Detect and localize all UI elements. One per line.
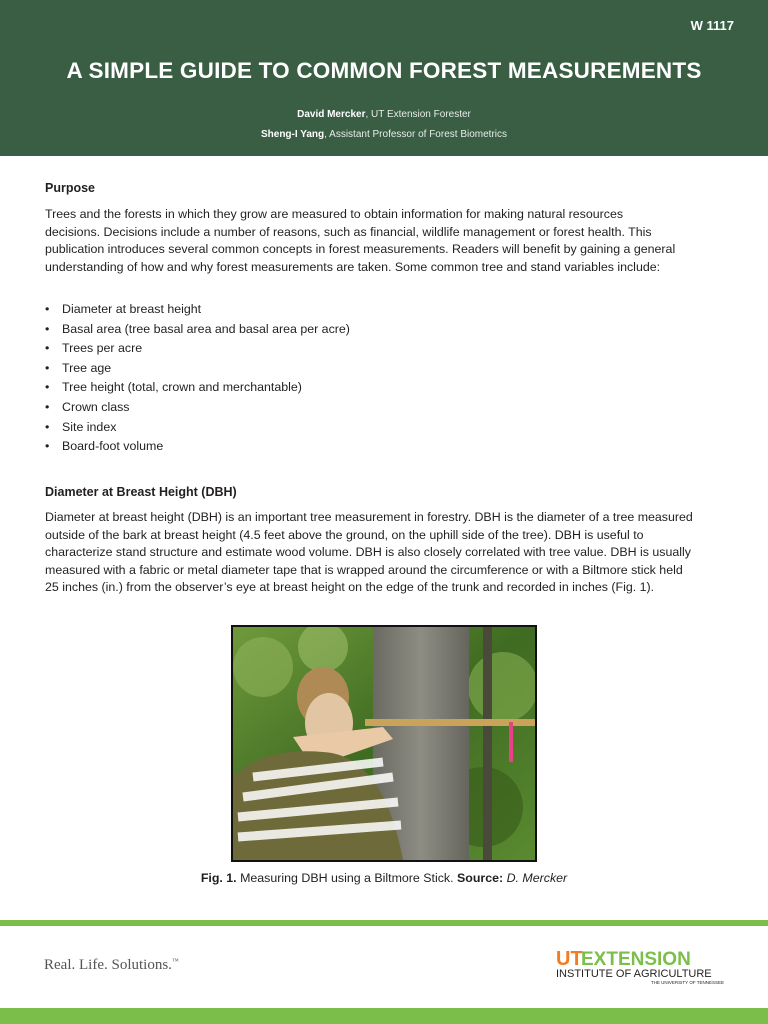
page-title: A SIMPLE GUIDE TO COMMON FOREST MEASUREMENTS <box>66 58 702 83</box>
text-line: decisions. Decisions include a number of reasons, such as financial, wildlife management or forest health. This <box>45 224 652 239</box>
variable-list <box>45 300 725 457</box>
publication-code: W 1117 <box>690 18 734 33</box>
list-item-text: Trees per acre <box>62 341 143 356</box>
figure-label: Fig. 1. <box>200 871 237 885</box>
list-item <box>45 359 725 379</box>
list-item-text: Site index <box>62 419 117 434</box>
bullet-icon: • <box>45 321 50 336</box>
author-line <box>0 129 768 140</box>
author-name: Sheng-I Yang <box>260 129 325 140</box>
author-role: , Assistant Professor of Forest Biometrics <box>324 129 507 140</box>
list-item <box>45 378 725 398</box>
author-name: David Mercker <box>297 109 366 120</box>
list-item <box>45 300 725 320</box>
ut-extension-logo <box>556 947 726 987</box>
logo-extension: EXTENSION <box>581 949 691 970</box>
author-role: , UT Extension Forester <box>365 109 471 120</box>
tagline-text: Real. Life. Solutions. <box>44 957 172 973</box>
dbh-paragraph <box>45 509 725 597</box>
list-item-text: Basal area (tree basal area and basal area per acre) <box>62 321 350 336</box>
section-heading-dbh: Diameter at Breast Height (DBH) <box>45 485 237 499</box>
bullet-icon: • <box>45 302 50 316</box>
figure-source-label: Source: <box>457 871 504 885</box>
text-line: Diameter at breast height (DBH) is an important tree measurement in forestry. DBH is the diameter of a tree measured <box>45 510 693 524</box>
bullet-icon: • <box>45 439 50 454</box>
text-line: measured with a fabric or metal diameter tape that is wrapped around the circumference or with a Biltmore stick held <box>45 562 683 577</box>
trademark-mark: ™ <box>171 957 179 965</box>
text-line: 25 inches (in.) from the observer’s eye at breast height on the edge of the trunk and recorded in inches (Fig. 1). <box>45 580 655 595</box>
figure-caption <box>0 871 768 885</box>
text-line: outside of the bark at breast height (4.5 feet above the ground, on the uphill side of the tree). DBH is useful to <box>45 527 644 542</box>
list-item <box>45 398 725 418</box>
logo-ut: UT <box>556 948 583 970</box>
list-item-text: Tree age <box>62 360 112 375</box>
list-item <box>45 437 725 457</box>
bullet-icon: • <box>45 399 50 414</box>
header-banner <box>0 0 768 156</box>
section-heading-purpose: Purpose <box>45 181 96 195</box>
footer-tagline <box>44 957 179 974</box>
figure-caption-text: Measuring DBH using a Biltmore Stick. <box>236 871 457 885</box>
bullet-icon: • <box>45 380 50 395</box>
figure-photo-biltmore-stick <box>231 625 537 862</box>
list-item <box>45 320 725 340</box>
footer-rule <box>0 920 768 926</box>
text-line: characterize stand structure and estimate wood volume. DBH is also closely correlated with tree value. DBH is usually <box>45 545 691 560</box>
list-item-text: Crown class <box>62 399 130 414</box>
list-item <box>45 418 725 438</box>
text-line: publication introduces several common concepts in forest measurements. Readers will benefit by gaining a general <box>45 242 676 257</box>
bullet-icon: • <box>45 419 50 434</box>
figure-source: D. Mercker <box>503 871 568 885</box>
logo-institute: INSTITUTE OF AGRICULTURE <box>556 968 712 980</box>
list-item-text: Diameter at breast height <box>62 302 202 316</box>
text-line: Trees and the forests in which they grow are measured to obtain information for making natural resources <box>45 207 624 221</box>
logo-university: THE UNIVERSITY OF TENNESSEE <box>650 980 724 985</box>
purpose-paragraph <box>45 206 725 276</box>
bullet-icon: • <box>45 360 50 375</box>
list-item-text: Tree height (total, crown and merchantable) <box>62 380 302 395</box>
list-item <box>45 339 725 359</box>
footer-bottom-bar <box>0 1008 768 1024</box>
author-line <box>0 109 768 120</box>
bullet-icon: • <box>45 341 50 356</box>
list-item-text: Board-foot volume <box>62 439 164 454</box>
text-line: understanding of how and why forest measurements are taken. Some common tree and stand variables include: <box>45 259 661 274</box>
